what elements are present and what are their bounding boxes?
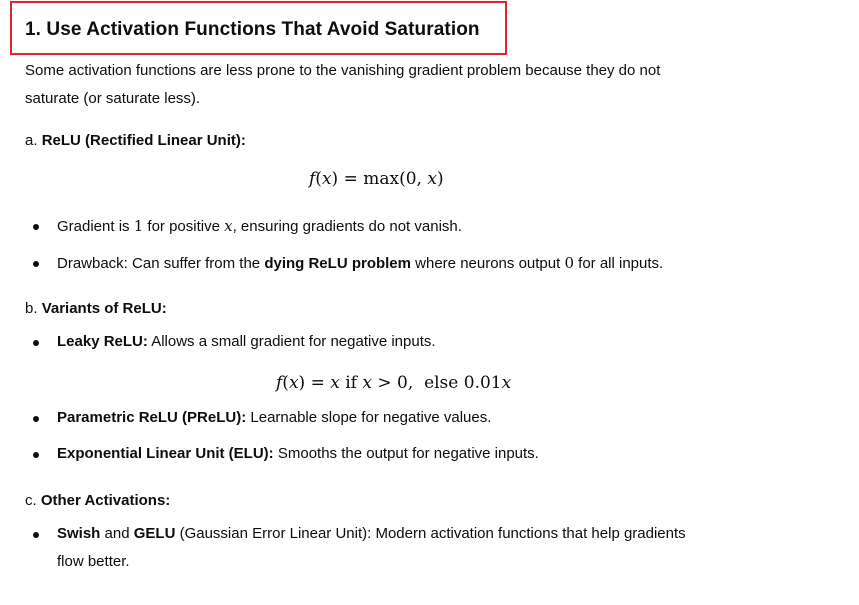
bullet-dot xyxy=(33,416,39,422)
section-title: 1. Use Activation Functions That Avoid Saturation xyxy=(25,19,480,40)
prelu-item: Parametric ReLU (PReLU): Learnable slope for negative values. xyxy=(57,409,492,426)
intro-line-2: saturate (or saturate less). xyxy=(25,90,201,107)
other-heading: c. Other Activations: xyxy=(25,492,171,509)
variants-heading: b. Variants of ReLU: xyxy=(25,300,167,317)
leaky-relu-item: Leaky ReLU: Allows a small gradient for negative inputs. xyxy=(57,333,436,350)
bullet-dot xyxy=(33,261,39,267)
elu-item: Exponential Linear Unit (ELU): Smooths the output for negative inputs. xyxy=(57,445,539,462)
leaky-relu-formula: f(x) = x if x > 0, else 0.01x xyxy=(276,373,512,393)
swish-gelu-item: Swish and GELU (Gaussian Error Linear Unit): Modern activation functions that help gradients flow better. xyxy=(57,525,686,570)
relu-bullet-drawback: Drawback: Can suffer from the dying ReLU problem where neurons output 0 for all inputs. xyxy=(57,254,664,272)
relu-bullet-gradient: Gradient is 1 for positive x, ensuring gradients do not vanish. xyxy=(57,217,462,235)
relu-formula: f(x) = max(0, x) xyxy=(309,169,444,189)
bullet-dot xyxy=(33,224,39,230)
intro-line-1: Some activation functions are less prone to the vanishing gradient problem because they do not xyxy=(25,62,661,79)
bullet-dot xyxy=(33,340,39,346)
bullet-dot xyxy=(33,452,39,458)
relu-heading: a. ReLU (Rectified Linear Unit): xyxy=(25,132,246,149)
bullet-dot xyxy=(33,532,39,538)
